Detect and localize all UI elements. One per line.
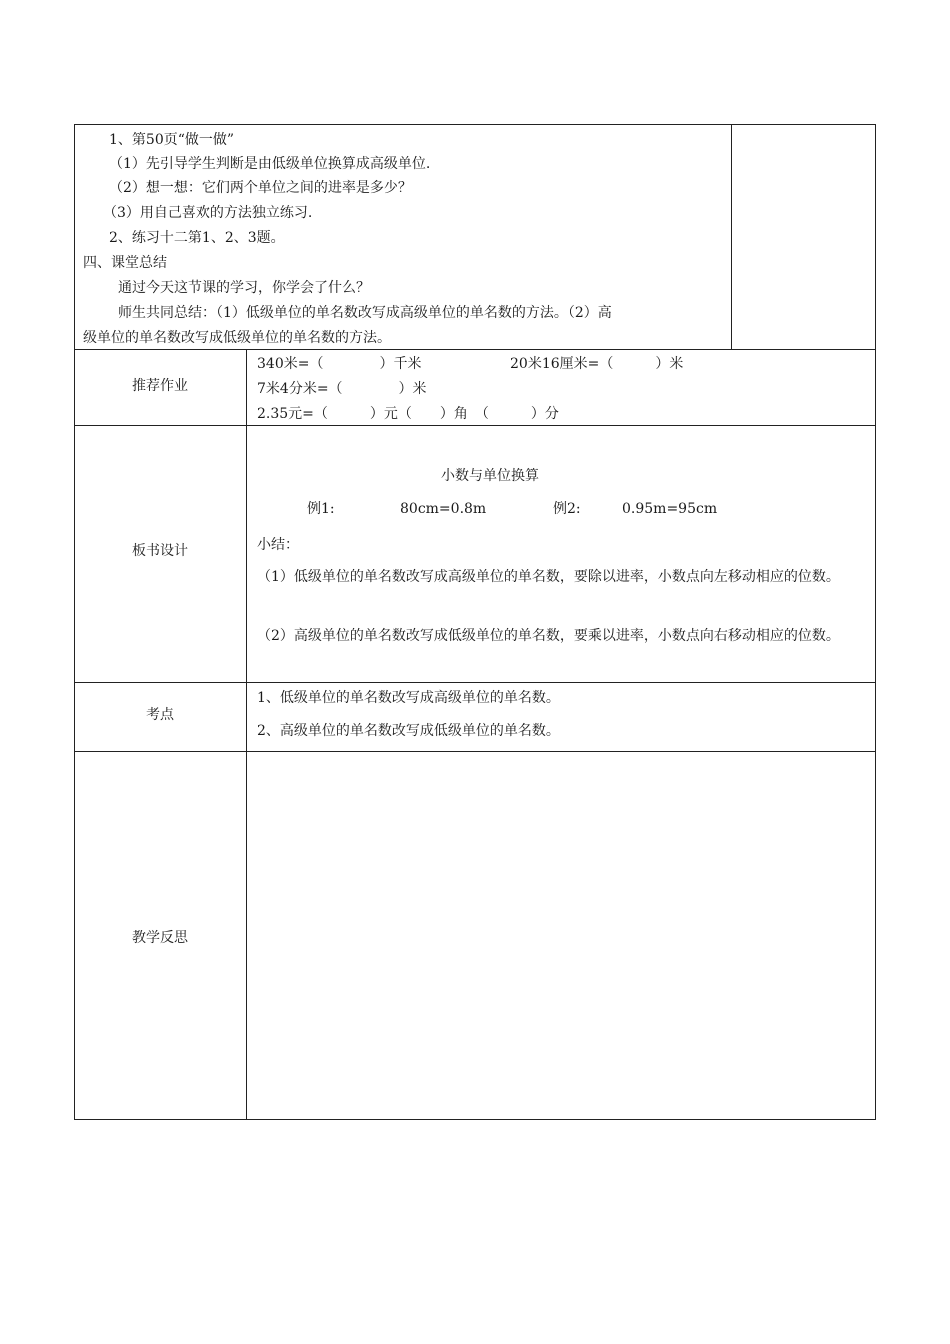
board-ex2-label: 例2: <box>553 501 581 517</box>
board-rule-2: （2）高级单位的单名数改写成低级单位的单名数，要乘以进率，小数点向右移动相应的位数。 <box>257 628 840 644</box>
lesson-line-3: （2）想一想：它们两个单位之间的进率是多少？ <box>109 180 412 196</box>
homework-q1: 340米=（ ）千米 <box>257 356 422 372</box>
exam-points-label: 考点 <box>146 707 174 723</box>
board-label: 板书设计 <box>132 543 188 559</box>
lesson-line-1: 1、第50页“做一做” <box>109 132 235 148</box>
board-summary-title: 小结： <box>257 537 299 553</box>
board-ex1-value: 80cm=0.8m <box>400 501 487 517</box>
homework-q4: 2.35元=（ ）元（ ）角 （ ）分 <box>257 406 559 422</box>
board-title: 小数与单位换算 <box>441 468 539 484</box>
lesson-line-5: 2、练习十二第1、2、3题。 <box>109 230 285 246</box>
homework-q2: 20米16厘米=（ ）米 <box>510 356 684 372</box>
lesson-line-7: 通过今天这节课的学习，你学会了什么？ <box>118 280 370 296</box>
homework-q3: 7米4分米=（ ）米 <box>257 381 427 397</box>
lesson-summary-1: 师生共同总结：（1）低级单位的单名数改写成高级单位的单名数的方法。（2）高 <box>118 305 612 321</box>
row-line-2 <box>74 682 876 683</box>
row-line-1 <box>74 425 876 426</box>
lesson-line-4: （3）用自己喜欢的方法独立练习. <box>103 205 313 221</box>
board-rule-1: （1）低级单位的单名数改写成高级单位的单名数，要除以进率，小数点向左移动相应的位数。 <box>257 569 840 585</box>
board-ex1-label: 例1: <box>307 501 335 517</box>
lesson-heading-summary: 四、课堂总结 <box>83 255 167 271</box>
row-line-3 <box>74 751 876 752</box>
reflection-content-area[interactable] <box>248 753 875 1119</box>
lesson-summary-2: 级单位的单名数改写成低级单位的单名数的方法。 <box>83 330 391 346</box>
homework-label: 推荐作业 <box>132 378 188 394</box>
reflection-label: 教学反思 <box>132 930 188 946</box>
exam-point-2: 2、高级单位的单名数改写成低级单位的单名数。 <box>257 723 560 739</box>
exam-point-1: 1、低级单位的单名数改写成高级单位的单名数。 <box>257 690 560 706</box>
board-ex2-value: 0.95m=95cm <box>622 501 718 517</box>
table-col-divider <box>246 349 247 1120</box>
lesson-line-2: （1）先引导学生判断是由低级单位换算成高级单位. <box>109 156 431 172</box>
lesson-row-divider <box>731 124 732 350</box>
